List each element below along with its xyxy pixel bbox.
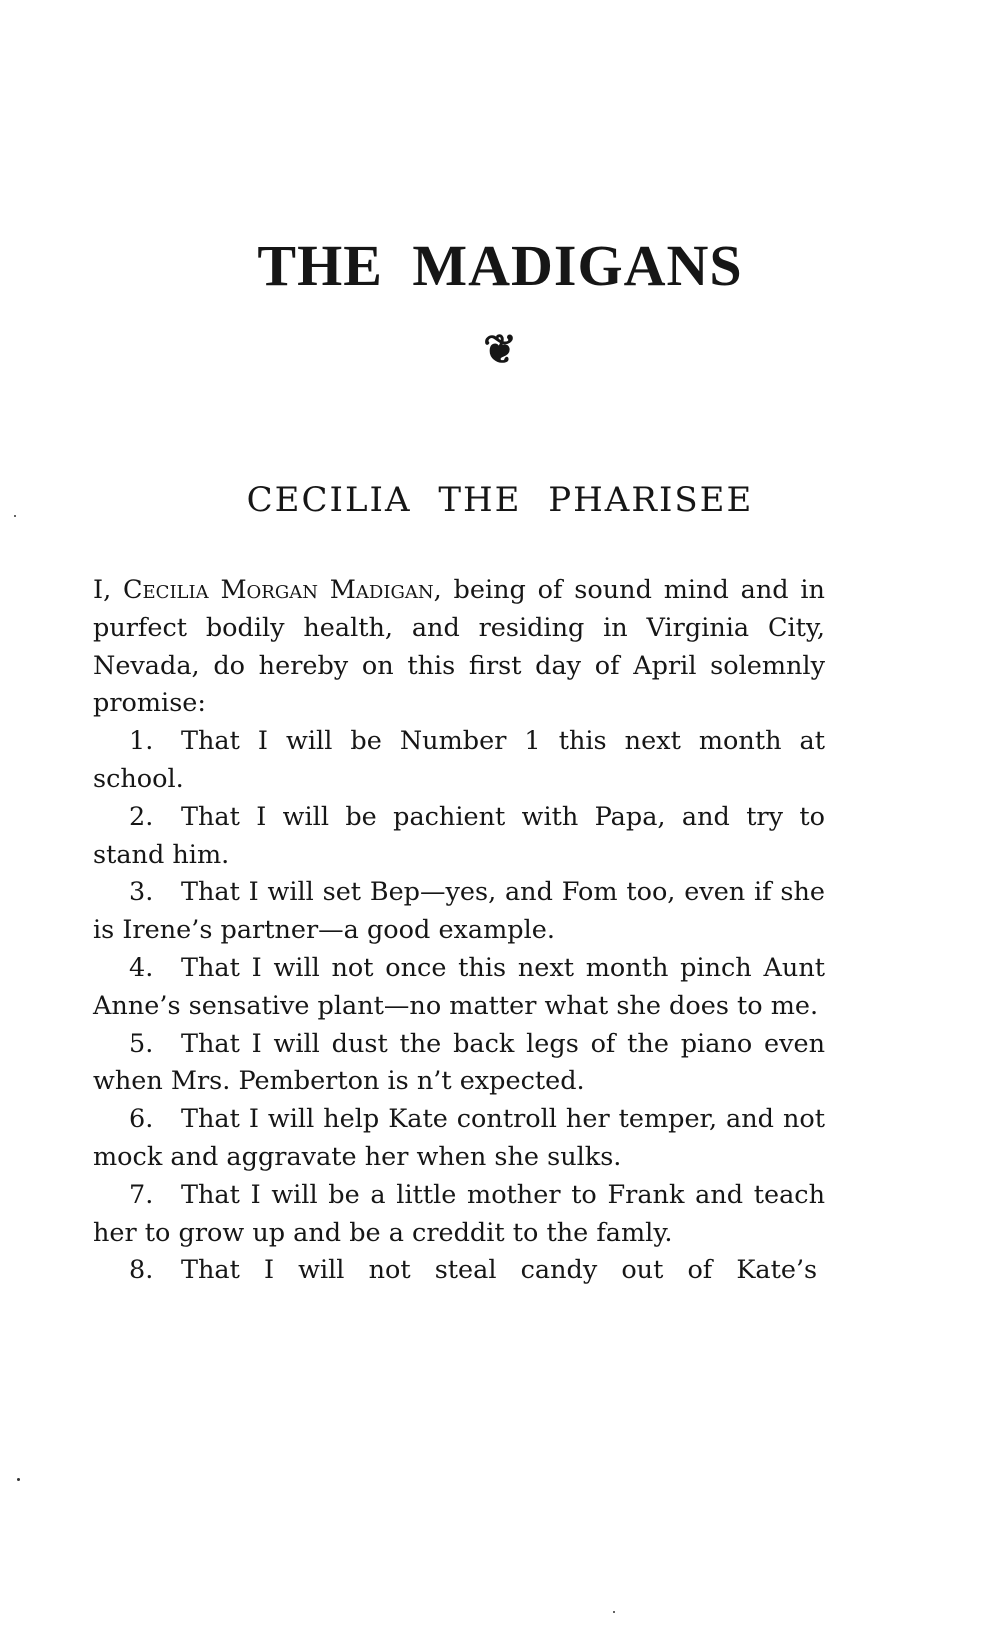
item-number: 8. (129, 1255, 154, 1286)
promise-item (93, 1101, 825, 1177)
intro-text: , being of sound mind and in purfect bodily health, and residing in Virginia City, Nevada, do hereby on this first day of April solemnly promise: (93, 575, 825, 719)
item-text: That I will be pachient with Papa, and try to stand him. (93, 801, 825, 870)
item-text: That I will dust the back legs of the piano even when Mrs. Pemberton is n’t expected. (93, 1028, 825, 1097)
promise-item (93, 723, 825, 799)
item-text: That I will set Bep—yes, and Fom too, even if she is Irene’s partner—a good example. (93, 877, 825, 946)
print-speck (613, 1611, 615, 1613)
promise-item (93, 874, 825, 950)
item-number: 3. (129, 877, 154, 908)
item-number: 1. (129, 726, 154, 757)
item-number: 7. (129, 1179, 154, 1210)
promise-item (93, 1026, 825, 1102)
print-speck (17, 1478, 20, 1481)
item-number: 2. (129, 801, 154, 832)
item-text: That I will help Kate controll her temper, and not mock and aggravate her when she sulks. (93, 1104, 825, 1172)
print-speck (14, 515, 16, 517)
intro-paragraph (93, 572, 825, 723)
item-number: 4. (129, 952, 154, 983)
intro-lead: I, (93, 575, 112, 605)
promise-item (93, 1177, 825, 1253)
promise-item (93, 950, 825, 1026)
item-number: 6. (129, 1104, 154, 1135)
chapter-title: CECILIA THE PHARISEE (246, 480, 754, 520)
item-text: That I will be Number 1 this next month at school. (93, 726, 825, 794)
body-text (93, 572, 825, 1290)
ornament-icon: ❦ (483, 326, 517, 373)
item-text: That I will not steal candy out of Kate’s (181, 1255, 818, 1286)
promise-item (93, 799, 825, 875)
item-text: That I will not once this next month pinch Aunt Anne’s sensative plant—no matter what she does to me. (93, 952, 825, 1021)
item-text: That I will be a little mother to Frank and teach her to grow up and be a creddit to the famly. (93, 1179, 825, 1248)
item-number: 5. (129, 1028, 154, 1059)
promise-item (93, 1252, 825, 1290)
signer-name: Cecilia Morgan Madigan (123, 575, 434, 605)
book-title: THE MADIGANS (257, 233, 743, 298)
